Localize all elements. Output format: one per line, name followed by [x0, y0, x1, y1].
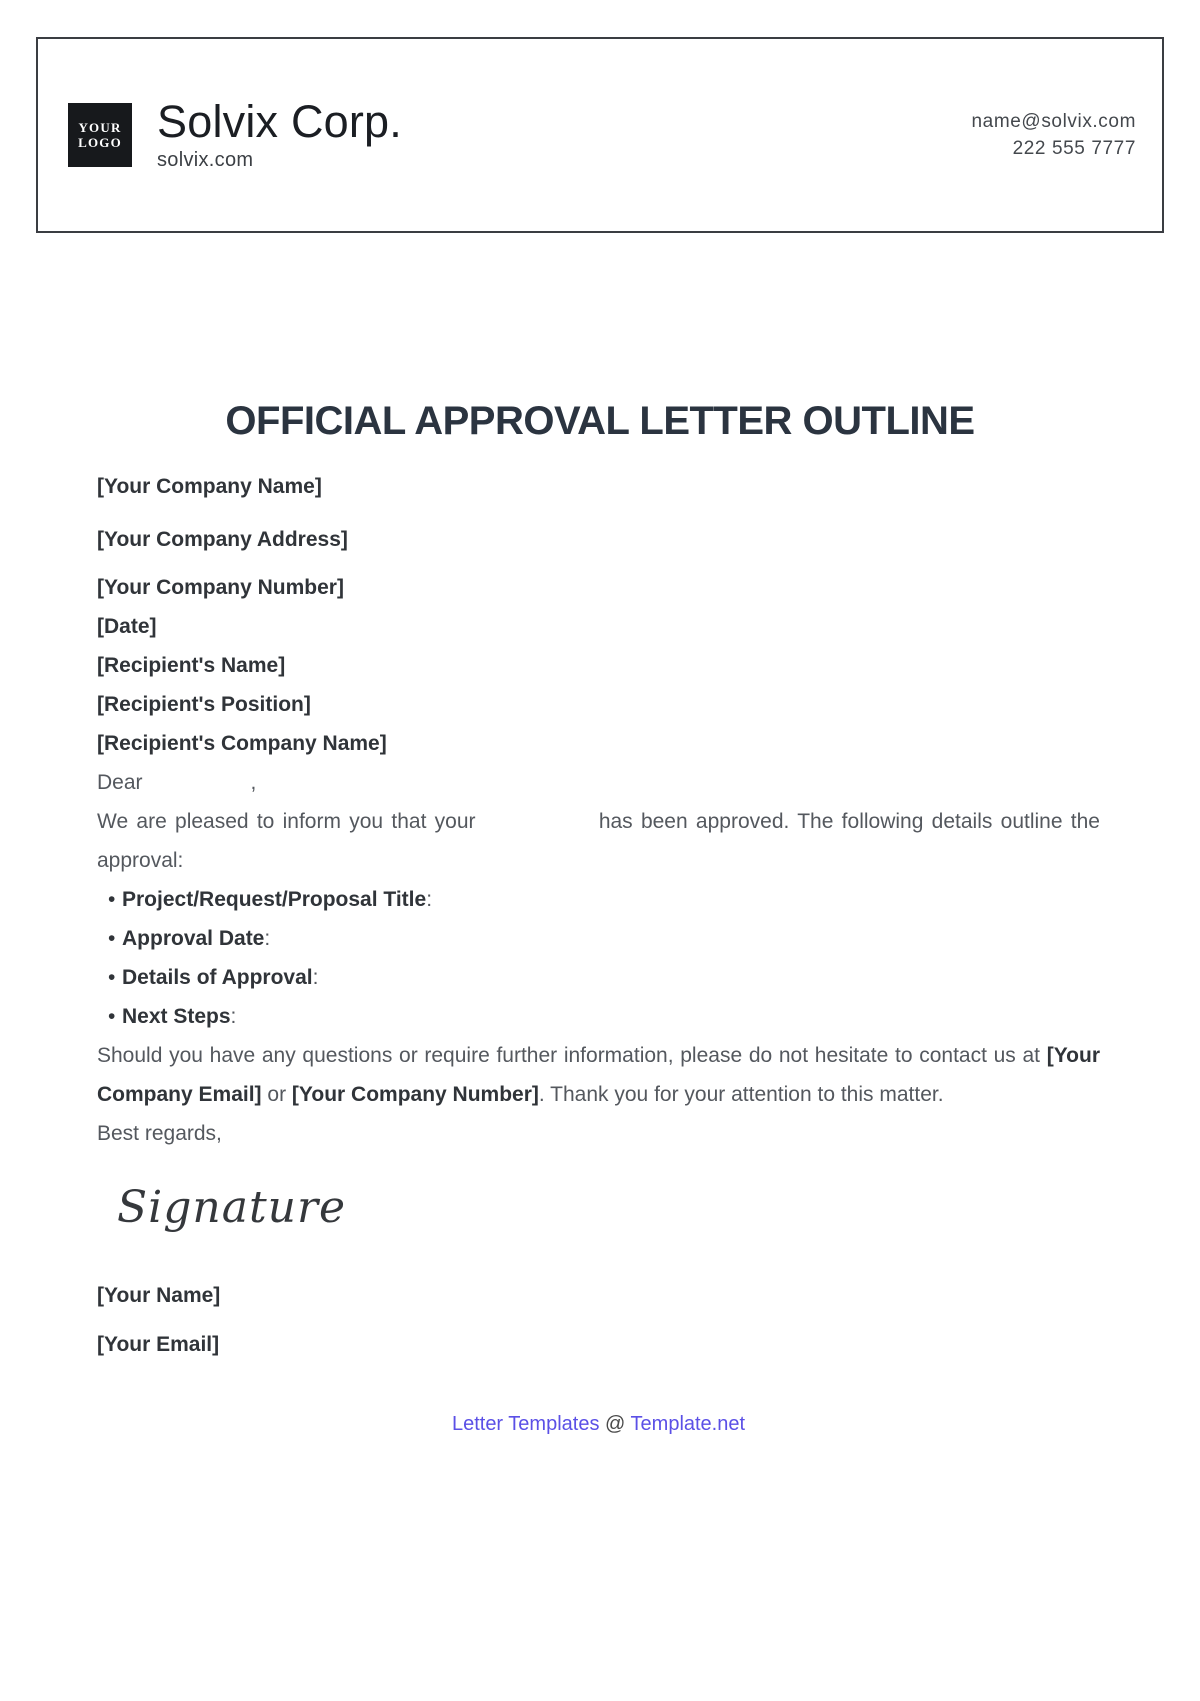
intro-paragraph [97, 802, 1100, 880]
logo-text-line2: LOGO [78, 135, 122, 150]
closing-text-2: . Thank you for your attention to this matter. [538, 1083, 944, 1106]
bullet-label: Project/Request/Proposal Title [122, 888, 427, 911]
closing-or: or [267, 1083, 287, 1106]
list-item [97, 880, 1100, 919]
footer-separator: @ [605, 1413, 626, 1435]
company-website: solvix.com [157, 149, 254, 171]
placeholder-sender-email: [Your Email] [97, 1333, 220, 1356]
placeholder-company-name: [Your Company Name] [97, 475, 322, 498]
placeholder-company-email-inline: [Your Company Email] [97, 1044, 1100, 1106]
contact-block [972, 108, 1137, 162]
list-item [97, 919, 1100, 958]
bullet-suffix: : [264, 927, 271, 950]
salutation-prefix: Dear [97, 771, 143, 794]
brand-block [157, 98, 402, 172]
letter-body [97, 467, 1100, 1364]
contact-email: name@solvix.com [971, 111, 1136, 132]
bullet-label: Details of Approval [122, 966, 313, 989]
salutation-suffix: , [250, 771, 257, 794]
logo-text-line1: YOUR [78, 120, 122, 135]
list-item [97, 997, 1100, 1036]
placeholder-date: [Date] [97, 615, 157, 638]
closing-paragraph [97, 1036, 1100, 1114]
bullet-label: Next Steps [122, 1005, 231, 1028]
list-item [97, 958, 1100, 997]
footer-credit [97, 1411, 1100, 1437]
placeholder-company-number-inline: [Your Company Number] [291, 1083, 539, 1106]
placeholder-sender-name: [Your Name] [97, 1284, 221, 1307]
approval-details-list [97, 880, 1100, 1036]
page-title: OFFICIAL APPROVAL LETTER OUTLINE [225, 399, 975, 443]
regards-line: Best regards, [97, 1122, 222, 1145]
company-name: Solvix Corp. [157, 96, 402, 147]
bullet-suffix: : [426, 888, 433, 911]
signature-script: Signature [117, 1182, 347, 1233]
placeholder-recipient-name: [Recipient's Name] [97, 654, 286, 677]
letterhead [36, 37, 1164, 233]
contact-phone: 222 555 7777 [1012, 138, 1136, 159]
intro-before-blank: We are pleased to inform you that your [97, 810, 476, 833]
letter-templates-link[interactable]: Letter Templates [451, 1413, 600, 1435]
closing-text-1: Should you have any questions or require further information, please do not hesitate to contact us at [97, 1044, 1041, 1067]
bullet-suffix: : [312, 966, 319, 989]
placeholder-company-address: [Your Company Address] [97, 528, 348, 551]
salutation-line [97, 763, 1100, 802]
company-logo [68, 103, 132, 167]
placeholder-company-number: [Your Company Number] [97, 576, 344, 599]
intro-after-blank: has been approved. The following details outline the approval: [97, 810, 1100, 872]
placeholder-recipient-company: [Recipient's Company Name] [97, 732, 387, 755]
bullet-suffix: : [230, 1005, 237, 1028]
bullet-label: Approval Date [122, 927, 265, 950]
placeholder-recipient-position: [Recipient's Position] [97, 693, 311, 716]
template-net-link[interactable]: Template.net [630, 1413, 746, 1435]
